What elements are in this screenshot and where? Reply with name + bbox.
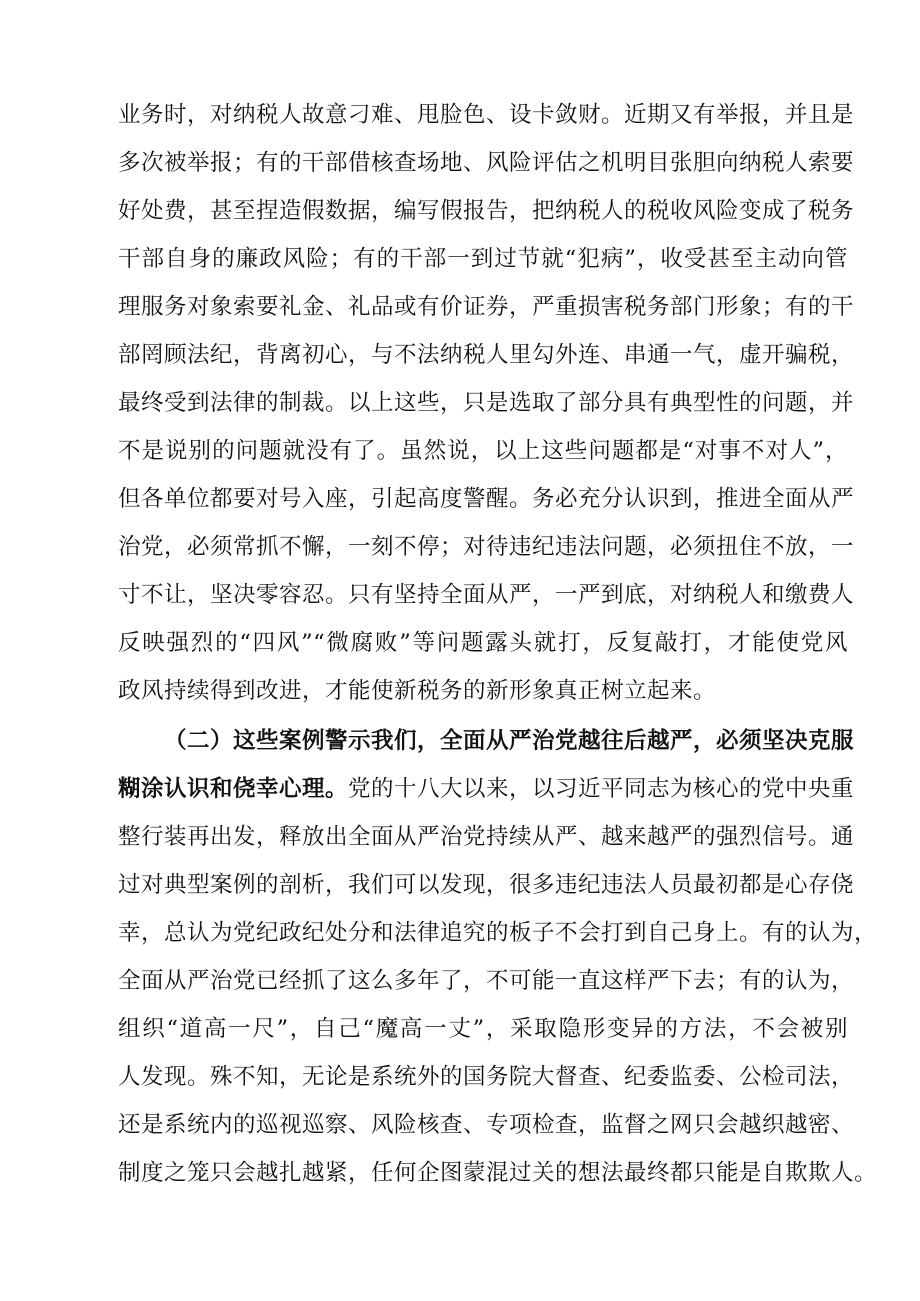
paragraph-1-line-2: 多次被举报；有的干部借核查场地、风险评估之机明目张胆向纳税人索要 xyxy=(118,150,855,176)
paragraph-1-line-12: 反映强烈的“四风”“微腐败”等问题露头就打，反复敲打，才能使党风 xyxy=(118,630,848,656)
paragraph-2-line-4: 过对典型案例的剖析，我们可以发现，很多违纪违法人员最初都是心存侥 xyxy=(118,872,855,898)
paragraph-2-line-9: 还是系统内的巡视巡察、风险核查、专项检查，监督之网只会越织越密、 xyxy=(118,1112,855,1138)
paragraph-1-line-9: 但各单位都要对号入座，引起高度警醒。务必充分认识到，推进全面从严 xyxy=(118,486,855,512)
paragraph-1-line-3: 好处费，甚至捏造假数据，编写假报告，把纳税人的税收风险变成了税务 xyxy=(118,198,855,224)
paragraph-2-line-6: 全面从严治党已经抓了这么多年了，不可能一直这样严下去；有的认为， xyxy=(118,968,855,994)
paragraph-2-line-3: 整行装再出发，释放出全面从严治党持续从严、越来越严的强烈信号。通 xyxy=(118,824,855,850)
paragraph-2-line-8: 人发现。殊不知，无论是系统外的国务院大督查、纪委监委、公检司法， xyxy=(118,1064,855,1090)
paragraph-2-line-2-text: 党的十八大以来，以习近平同志为核心的党中央重 xyxy=(348,776,855,802)
paragraph-2-line-5: 幸，总认为党纪政纪处分和法律追究的板子不会打到自己身上。有的认为， xyxy=(118,920,878,946)
paragraph-2-line-10: 制度之笼只会越扎越紧，任何企图蒙混过关的想法最终都只能是自欺欺人。 xyxy=(118,1160,878,1186)
paragraph-1-line-4: 干部自身的廉政风险；有的干部一到过节就“犯病”，收受甚至主动向管 xyxy=(118,246,848,272)
paragraph-2-heading-end: 糊涂认识和侥幸心理。 xyxy=(118,776,349,802)
paragraph-1-line-6: 部罔顾法纪，背离初心，与不法纳税人里勾外连、串通一气，虚开骗税， xyxy=(118,342,855,368)
paragraph-2-line-2 xyxy=(118,767,855,811)
paragraph-2-line-7: 组织“道高一尺”，自己“魔高一丈”，采取隐形变异的方法，不会被别 xyxy=(118,1016,848,1042)
paragraph-1-line-13: 政风持续得到改进，才能使新税务的新形象真正树立起来。 xyxy=(118,678,717,704)
paragraph-1-line-1: 业务时，对纳税人故意刁难、甩脸色、设卡敛财。近期又有举报，并且是 xyxy=(118,102,855,128)
paragraph-1-line-11: 寸不让，坚决零容忍。只有坚持全面从严，一严到底，对纳税人和缴费人 xyxy=(118,582,855,608)
paragraph-1-line-7: 最终受到法律的制裁。以上这些，只是选取了部分具有典型性的问题，并 xyxy=(118,390,855,416)
paragraph-2-heading-line-1: （二）这些案例警示我们，全面从严治党越往后越严，必须坚决克服 xyxy=(164,728,855,754)
paragraph-1-line-5: 理服务对象索要礼金、礼品或有价证券，严重损害税务部门形象；有的干 xyxy=(118,294,855,320)
paragraph-1-line-8: 不是说别的问题就没有了。虽然说，以上这些问题都是“对事不对人”， xyxy=(118,438,848,464)
paragraph-1-line-10: 治党，必须常抓不懈，一刻不停；对待违纪违法问题，必须扭住不放，一 xyxy=(118,534,855,560)
